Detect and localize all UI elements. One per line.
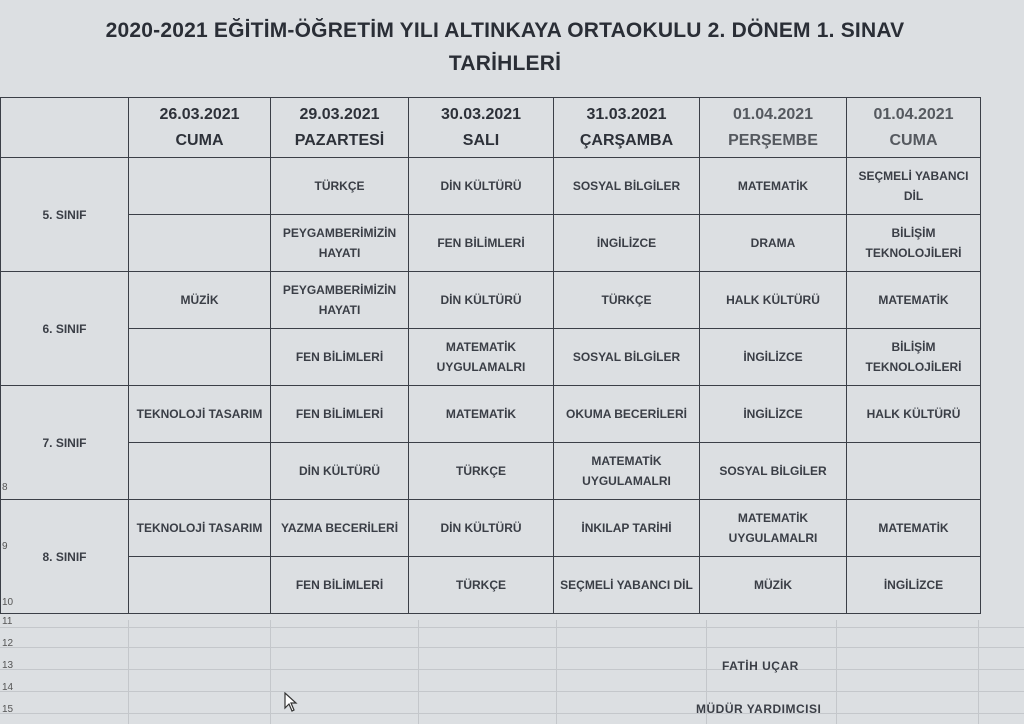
header-date: 26.03.2021 <box>159 105 240 123</box>
table-row <box>1 215 981 272</box>
exam-cell[interactable]: MATEMATİK UYGULAMALRI <box>554 443 700 500</box>
row-number[interactable]: 10 <box>2 597 14 608</box>
exam-cell[interactable]: BİLİŞİM TEKNOLOJİLERİ <box>847 215 981 272</box>
table-row <box>1 443 981 500</box>
header-date: 01.04.2021 <box>732 105 814 123</box>
exam-cell[interactable]: MATEMATİK <box>409 386 554 443</box>
exam-cell[interactable]: TÜRKÇE <box>271 158 409 215</box>
sheet-title[interactable] <box>20 14 990 80</box>
table-row <box>1 500 981 557</box>
header-day: CUMA <box>175 131 224 149</box>
exam-cell[interactable]: MATEMATİK <box>700 158 847 215</box>
exam-cell[interactable]: SEÇMELİ YABANCI DİL <box>554 557 700 614</box>
header-cell[interactable] <box>271 98 409 158</box>
table-row <box>1 329 981 386</box>
row-number[interactable]: 9 <box>2 541 8 552</box>
exam-cell[interactable]: MATEMATİK UYGULAMALRI <box>700 500 847 557</box>
exam-cell[interactable]: SOSYAL BİLGİLER <box>700 443 847 500</box>
header-cell[interactable] <box>129 98 271 158</box>
header-day: ÇARŞAMBA <box>579 131 674 149</box>
corner-cell[interactable] <box>1 98 129 158</box>
header-cell[interactable] <box>554 98 700 158</box>
exam-cell[interactable]: İNKILAP TARİHİ <box>554 500 700 557</box>
exam-cell[interactable]: MÜZİK <box>700 557 847 614</box>
exam-cell[interactable]: FEN BİLİMLERİ <box>271 329 409 386</box>
table-row <box>1 386 981 443</box>
table-row <box>1 272 981 329</box>
exam-cell[interactable]: SOSYAL BİLGİLER <box>554 158 700 215</box>
row-number[interactable]: 11 <box>2 616 13 627</box>
header-date: 01.04.2021 <box>873 105 954 123</box>
exam-cell[interactable] <box>129 557 271 614</box>
table-row <box>1 557 981 614</box>
exam-cell[interactable]: TEKNOLOJİ TASARIM <box>129 500 271 557</box>
exam-cell[interactable] <box>847 443 981 500</box>
exam-cell[interactable]: DİN KÜLTÜRÜ <box>409 500 554 557</box>
mouse-cursor-icon <box>284 692 298 712</box>
exam-cell[interactable]: DİN KÜLTÜRÜ <box>409 272 554 329</box>
signature-title: MÜDÜR YARDIMCISI <box>696 702 822 716</box>
exam-cell[interactable]: FEN BİLİMLERİ <box>271 557 409 614</box>
exam-cell[interactable]: PEYGAMBERİMİZİN HAYATI <box>271 215 409 272</box>
header-row <box>1 98 981 158</box>
exam-cell[interactable]: HALK KÜLTÜRÜ <box>700 272 847 329</box>
row-number[interactable]: 14 <box>2 682 14 693</box>
header-cell[interactable] <box>847 98 981 158</box>
exam-cell[interactable]: MATEMATİK <box>847 272 981 329</box>
header-day: CUMA <box>889 131 938 149</box>
exam-cell[interactable]: İNGİLİZCE <box>554 215 700 272</box>
exam-cell[interactable]: FEN BİLİMLERİ <box>409 215 554 272</box>
exam-cell[interactable]: DİN KÜLTÜRÜ <box>271 443 409 500</box>
title-line-2: TARİHLERİ <box>448 52 562 75</box>
exam-cell[interactable]: MATEMATİK UYGULAMALRI <box>409 329 554 386</box>
grade-label[interactable]: 8. SINIF <box>1 500 129 614</box>
exam-cell[interactable]: İNGİLİZCE <box>700 386 847 443</box>
exam-cell[interactable]: OKUMA BECERİLERİ <box>554 386 700 443</box>
exam-cell[interactable] <box>129 329 271 386</box>
exam-cell[interactable]: TÜRKÇE <box>409 557 554 614</box>
exam-cell[interactable]: HALK KÜLTÜRÜ <box>847 386 981 443</box>
exam-cell[interactable]: İNGİLİZCE <box>847 557 981 614</box>
row-number[interactable]: 15 <box>2 704 14 715</box>
exam-cell[interactable] <box>129 158 271 215</box>
exam-cell[interactable]: DRAMA <box>700 215 847 272</box>
exam-cell[interactable]: TEKNOLOJİ TASARIM <box>129 386 271 443</box>
signature-name: FATİH UÇAR <box>722 659 799 673</box>
exam-cell[interactable]: TÜRKÇE <box>554 272 700 329</box>
grade-label[interactable]: 5. SINIF <box>1 158 129 272</box>
exam-cell[interactable]: FEN BİLİMLERİ <box>271 386 409 443</box>
grade-label[interactable]: 7. SINIF <box>1 386 129 500</box>
title-line-1: 2020-2021 EĞİTİM-ÖĞRETİM YILI ALTINKAYA ORTAOKULU 2. DÖNEM 1. SINAV <box>105 19 905 42</box>
row-number[interactable]: 8 <box>2 482 8 493</box>
row-number[interactable]: 12 <box>2 638 14 649</box>
exam-cell[interactable]: MATEMATİK <box>847 500 981 557</box>
header-day: PERŞEMBE <box>728 131 818 149</box>
exam-cell[interactable]: İNGİLİZCE <box>700 329 847 386</box>
header-date: 31.03.2021 <box>586 105 667 123</box>
exam-cell[interactable]: BİLİŞİM TEKNOLOJİLERİ <box>847 329 981 386</box>
exam-cell[interactable]: MÜZİK <box>129 272 271 329</box>
exam-cell[interactable]: TÜRKÇE <box>409 443 554 500</box>
table-row <box>1 158 981 215</box>
exam-cell[interactable]: PEYGAMBERİMİZİN HAYATI <box>271 272 409 329</box>
exam-cell[interactable]: YAZMA BECERİLERİ <box>271 500 409 557</box>
exam-cell[interactable]: SOSYAL BİLGİLER <box>554 329 700 386</box>
header-cell[interactable] <box>700 98 847 158</box>
header-day: PAZARTESİ <box>294 131 385 149</box>
exam-cell[interactable]: SEÇMELİ YABANCI DİL <box>847 158 981 215</box>
exam-cell[interactable] <box>129 443 271 500</box>
row-number[interactable]: 13 <box>2 660 14 671</box>
header-cell[interactable] <box>409 98 554 158</box>
header-date: 29.03.2021 <box>299 105 380 123</box>
header-date: 30.03.2021 <box>440 105 522 123</box>
exam-cell[interactable]: DİN KÜLTÜRÜ <box>409 158 554 215</box>
exam-cell[interactable] <box>129 215 271 272</box>
grade-label[interactable]: 6. SINIF <box>1 272 129 386</box>
header-day: SALI <box>462 131 500 149</box>
exam-schedule-table[interactable] <box>0 97 981 614</box>
